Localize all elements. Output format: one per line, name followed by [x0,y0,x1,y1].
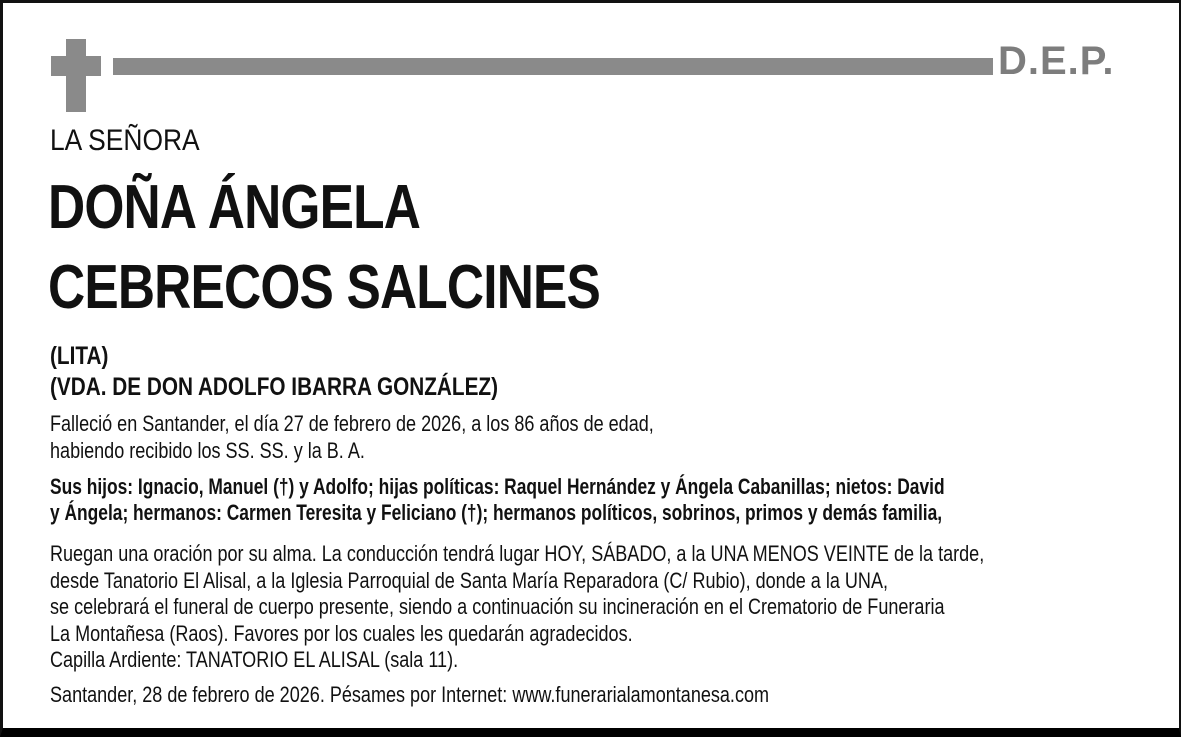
family-line: Sus hijos: Ignacio, Manuel (†) y Adolfo; hijas políticas: Raquel Hernández y Ángela Cabanillas; nietos: David [50,474,945,499]
service-details [50,541,984,674]
service-line: Ruegan una oración por su alma. La conducción tendrá lugar HOY, SÁBADO, a la UNA MENOS VEINTE de la tarde, [50,541,985,566]
deceased-name-line-1: DOÑA ÁNGELA [48,173,421,242]
service-line: La Montañesa (Raos). Favores por los cuales les quedarán agradecidos. [50,620,633,646]
family-line: y Ángela; hermanos: Carmen Teresita y Feliciano (†); hermanos políticos, sobrinos, primos y demás familia, [50,500,943,525]
death-notice [50,411,654,464]
service-line: desde Tanatorio El Alisal, a la Iglesia Parroquial de Santa María Reparadora (C/ Rubio), donde a la UNA, [50,567,889,593]
honorific: LA SEÑORA [50,124,200,157]
nickname: (LITA) [50,342,109,370]
family-list [50,474,945,526]
deceased-name-line-2: CEBRECOS SALCINES [48,253,601,322]
footer-note: Santander, 28 de febrero de 2026. Pésames por Internet: www.funerarialamontanesa.com [50,682,770,707]
death-notice-line: habiendo recibido los SS. SS. y la B. A. [50,437,365,463]
header-rule [113,58,993,75]
chapel-line: Capilla Ardiente: TANATORIO EL ALISAL (sala 11). [50,647,459,672]
death-notice-line: Falleció en Santander, el día 27 de febrero de 2026, a los 86 años de edad, [50,411,654,436]
cross-icon-horizontal [51,56,101,76]
service-line: se celebrará el funeral de cuerpo presente, siendo a continuación su incineración en el Crematorio de Funeraria [50,594,945,619]
dep-label: D.E.P. [998,39,1115,83]
widow-of: (VDA. DE DON ADOLFO IBARRA GONZÁLEZ) [50,373,499,401]
